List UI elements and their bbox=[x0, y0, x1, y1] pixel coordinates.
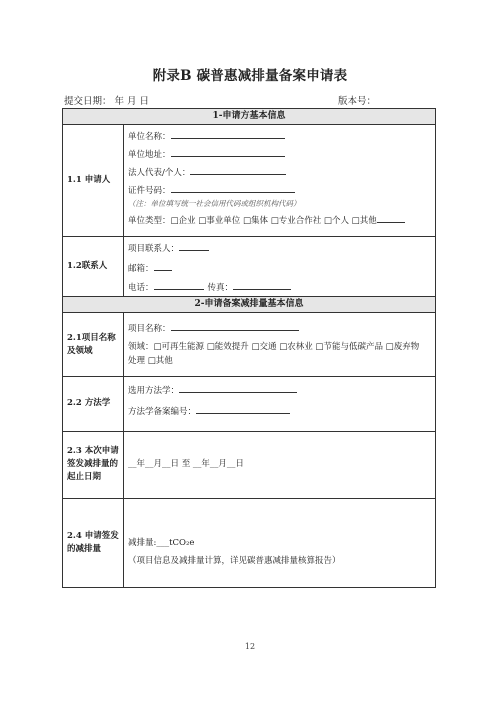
legal-rep-label: 法人代表/个人： bbox=[128, 168, 191, 178]
selected-methodology-label: 选用方法学： bbox=[128, 386, 180, 396]
unit-name-field[interactable] bbox=[128, 129, 285, 143]
project-contact-label: 项目联系人： bbox=[128, 244, 180, 254]
page-title: 附录B 碳普惠减排量备案申请表 bbox=[152, 68, 348, 84]
applicant-label: 1.1 申请人 bbox=[67, 174, 111, 185]
column-divider bbox=[123, 236, 124, 296]
column-divider bbox=[123, 124, 124, 236]
email-blank[interactable] bbox=[154, 261, 172, 271]
application-form bbox=[62, 108, 436, 588]
legal-rep-field[interactable] bbox=[128, 165, 286, 179]
unit-type-label: 单位类型：□企业 □事业单位 □集体 □专业合作社 □个人 □其他 bbox=[128, 216, 377, 226]
period-label: 2.3 本次申请签发减排量的起止日期 bbox=[67, 446, 119, 482]
email-field[interactable] bbox=[128, 261, 172, 275]
methodology-record-blank[interactable] bbox=[196, 404, 290, 414]
unit-name-label: 单位名称： bbox=[128, 132, 171, 142]
version-number: 版本号： bbox=[338, 96, 377, 107]
contact-label: 1.2联系人 bbox=[67, 260, 108, 271]
column-divider bbox=[123, 313, 124, 376]
submit-date: 提交日期： 年 月 日 bbox=[64, 96, 150, 107]
phone-fax-field[interactable] bbox=[128, 280, 291, 294]
unit-address-field[interactable] bbox=[128, 147, 285, 161]
project-name-label: 项目名称： bbox=[128, 324, 171, 334]
unit-type-other-blank[interactable] bbox=[377, 213, 405, 223]
fax-label: 传真： bbox=[207, 283, 234, 293]
project-label: 2.1项目名称及领域 bbox=[67, 332, 116, 356]
unit-name-blank[interactable] bbox=[171, 129, 285, 139]
fax-blank[interactable] bbox=[233, 280, 291, 290]
amount-label: 2.4 申请签发的减排量 bbox=[67, 531, 119, 554]
cert-no-blank[interactable] bbox=[171, 183, 295, 193]
cert-no-note: （注：单位填写统一社会信用代码或组织机构代码） bbox=[128, 199, 301, 208]
phone-label: 电话： bbox=[128, 283, 154, 293]
period-dates[interactable]: __年__月__日 至 __年__月__日 bbox=[128, 459, 244, 469]
section2-heading: 2-申请备案减排量基本信息 bbox=[63, 297, 435, 313]
project-contact-field[interactable] bbox=[128, 241, 209, 255]
project-name-field[interactable] bbox=[128, 321, 299, 335]
field-options-line2[interactable]: 处理 □其他 bbox=[128, 356, 173, 366]
unit-address-blank[interactable] bbox=[171, 147, 285, 157]
column-divider bbox=[123, 431, 124, 498]
page-number: 12 bbox=[244, 642, 256, 651]
unit-address-label: 单位地址： bbox=[128, 150, 171, 160]
legal-rep-blank[interactable] bbox=[190, 165, 286, 175]
reduction-amount-note: （项目信息及减排量计算，详见碳普惠减排量核算报告） bbox=[128, 556, 341, 566]
cert-no-label: 证件号码： bbox=[128, 186, 171, 196]
unit-type-options[interactable] bbox=[128, 213, 405, 227]
reduction-amount-field[interactable]: 减排量:___tCO₂e bbox=[128, 538, 195, 548]
project-name-blank[interactable] bbox=[171, 321, 299, 331]
methodology-record-field[interactable] bbox=[128, 404, 290, 418]
methodology-label: 2.2 方法学 bbox=[67, 398, 111, 408]
email-label: 邮箱： bbox=[128, 264, 154, 274]
section1-heading: 1-申请方基本信息 bbox=[63, 109, 435, 125]
selected-methodology-blank[interactable] bbox=[179, 383, 297, 393]
cert-no-field[interactable] bbox=[128, 183, 295, 197]
phone-blank[interactable] bbox=[154, 280, 204, 290]
methodology-record-label: 方法学备案编号： bbox=[128, 407, 197, 417]
column-divider bbox=[123, 376, 124, 431]
column-divider bbox=[123, 498, 124, 588]
project-contact-blank[interactable] bbox=[179, 241, 209, 251]
field-options-line1[interactable]: 领域：□可再生能源 □能效提升 □交通 □农林业 □节能与低碳产品 □废弃物 bbox=[128, 342, 420, 352]
selected-methodology-field[interactable] bbox=[128, 383, 297, 397]
